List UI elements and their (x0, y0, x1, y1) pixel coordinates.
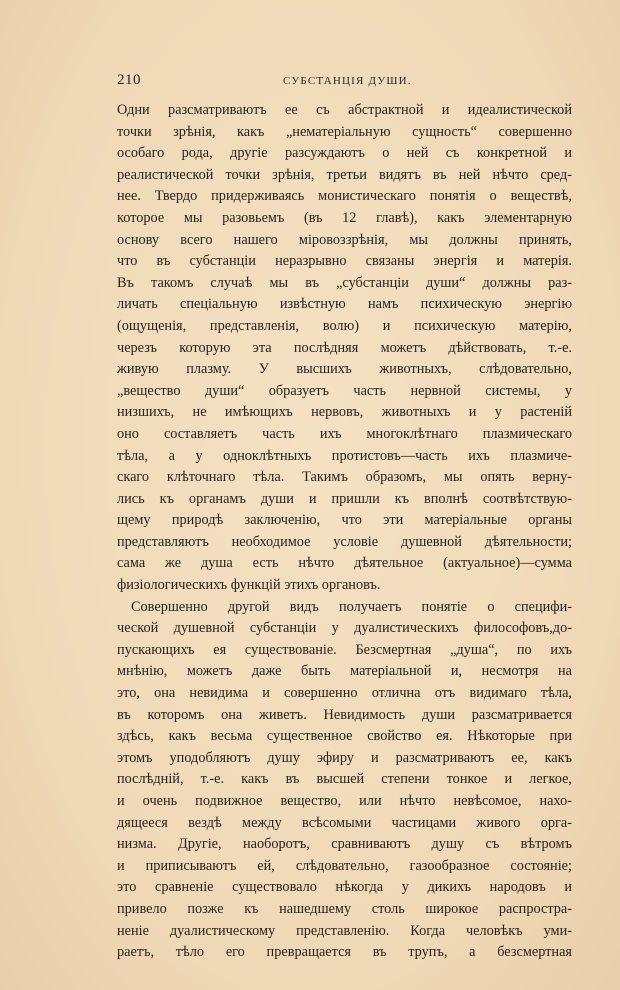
text-line: и приписываютъ ей, слѣдовательно, газообразное состояніе; (117, 857, 572, 874)
text-line: скаго клѣточнаго тѣла. Такимъ образомъ, мы опять верну- (117, 469, 572, 486)
text-line: въ которомъ она живетъ. Невидимость души разсматривается (117, 706, 572, 723)
text-line: ческой душевной субстанціи у дуалистическихъ философовъ,до- (117, 620, 572, 637)
text-line: привело позже къ нашедшему столь широкое распростра- (117, 900, 572, 917)
text-line: Въ такомъ случаѣ мы въ „субстанціи души“ должны раз- (117, 274, 572, 291)
text-line: особаго рода, другіе разсуждаютъ о ней съ конкретной и (117, 145, 572, 162)
text-line: раетъ, тѣло его превращается въ трупъ, а безсмертная (117, 944, 572, 961)
body-text (117, 100, 572, 964)
text-line: оно составляетъ часть ихъ многоклѣтнаго плазмическаго (117, 425, 572, 442)
text-line: мнѣнію, можетъ даже быть матеріальной и, несмотря на (117, 663, 572, 680)
text-line: (ощущенія, представленія, волю) и психическую матерію, (117, 317, 572, 334)
text-line: черезъ которую эта послѣдняя можетъ дѣйствовать, т.-е. (117, 339, 572, 356)
text-line: щему природѣ заключенію, что эти матеріальные органы (117, 512, 572, 529)
text-line: основу всего нашего міровоззрѣнія, мы должны принять, (117, 231, 572, 248)
text-line: физіологическихъ функцій этихъ органовъ. (117, 577, 381, 594)
text-line: лись къ органамъ души и пришли къ вполнѣ соотвѣтствую- (117, 490, 572, 507)
text-line: это, она невидима и совершенно отлична отъ видимаго тѣла, (117, 685, 572, 702)
text-line: Совершенно другой видъ получаетъ понятіе о специфи- (131, 598, 572, 615)
text-line: неніе дуалистическому представленію. Когда человѣкъ уми- (117, 922, 572, 939)
text-line: дящееся вездѣ между всѣсомыми частицами живого орга- (117, 814, 572, 831)
text-line: представляютъ необходимое условіе душевной дѣятельности; (117, 533, 572, 550)
text-line: что въ субстанціи неразрывно связаны энергія и матерія. (117, 253, 572, 270)
text-line: тѣла, а у одноклѣтныхъ протистовъ—часть ихъ плазмиче- (117, 447, 572, 464)
page-number: 210 (117, 72, 141, 88)
text-line: это сравненіе существовало нѣкогда у дикихъ народовъ и (117, 879, 572, 896)
text-line: реалистической точки зрѣнія, третьи видятъ въ ней нѣчто сред- (117, 166, 572, 183)
text-line: Одни разсматриваютъ ее съ абстрактной и идеалистической (117, 102, 572, 118)
running-head: СУБСТАНЦІЯ ДУШИ. (283, 75, 412, 87)
text-line: личать спеціальную извѣстную намъ психическую энергію (117, 296, 572, 313)
text-line: которое мы разовьемъ (въ 12 главѣ), какъ элементарную (117, 209, 572, 226)
text-line: низшихъ, не имѣющихъ нервовъ, животныхъ и у растеній (117, 404, 572, 421)
text-line: здѣсь, какъ весьма существенное свойство ея. Нѣкоторые при (117, 728, 572, 745)
text-line: послѣдній, т.-е. какъ въ высшей степени тонкое и легкое, (117, 771, 572, 788)
text-line: точки зрѣнія, какъ „нематеріальную сущность“ совершенно (117, 123, 572, 140)
text-line: низма. Другіе, наоборотъ, сравниваютъ душу съ вѣтромъ (117, 836, 572, 853)
text-line: „вещество души“ образуетъ часть нервной системы, у (117, 382, 572, 399)
page-header (117, 72, 572, 92)
text-line: сама же душа есть нѣчто дѣятельное (актуальное)—сумма (117, 555, 572, 572)
text-line: нее. Твердо придерживаясь монистическаго понятія о веществѣ, (117, 188, 572, 205)
text-line: живую плазму. У высшихъ животныхъ, слѣдовательно, (117, 361, 572, 378)
text-line: этомъ уподобляютъ душу эфиру и разсматриваютъ ее, какъ (117, 749, 572, 766)
text-line: и очень подвижное вещество, или нѣчто невѣсомое, нахо- (117, 793, 572, 809)
text-line: пускающихъ ея существованіе. Безсмертная „душа“, по ихъ (117, 641, 572, 658)
